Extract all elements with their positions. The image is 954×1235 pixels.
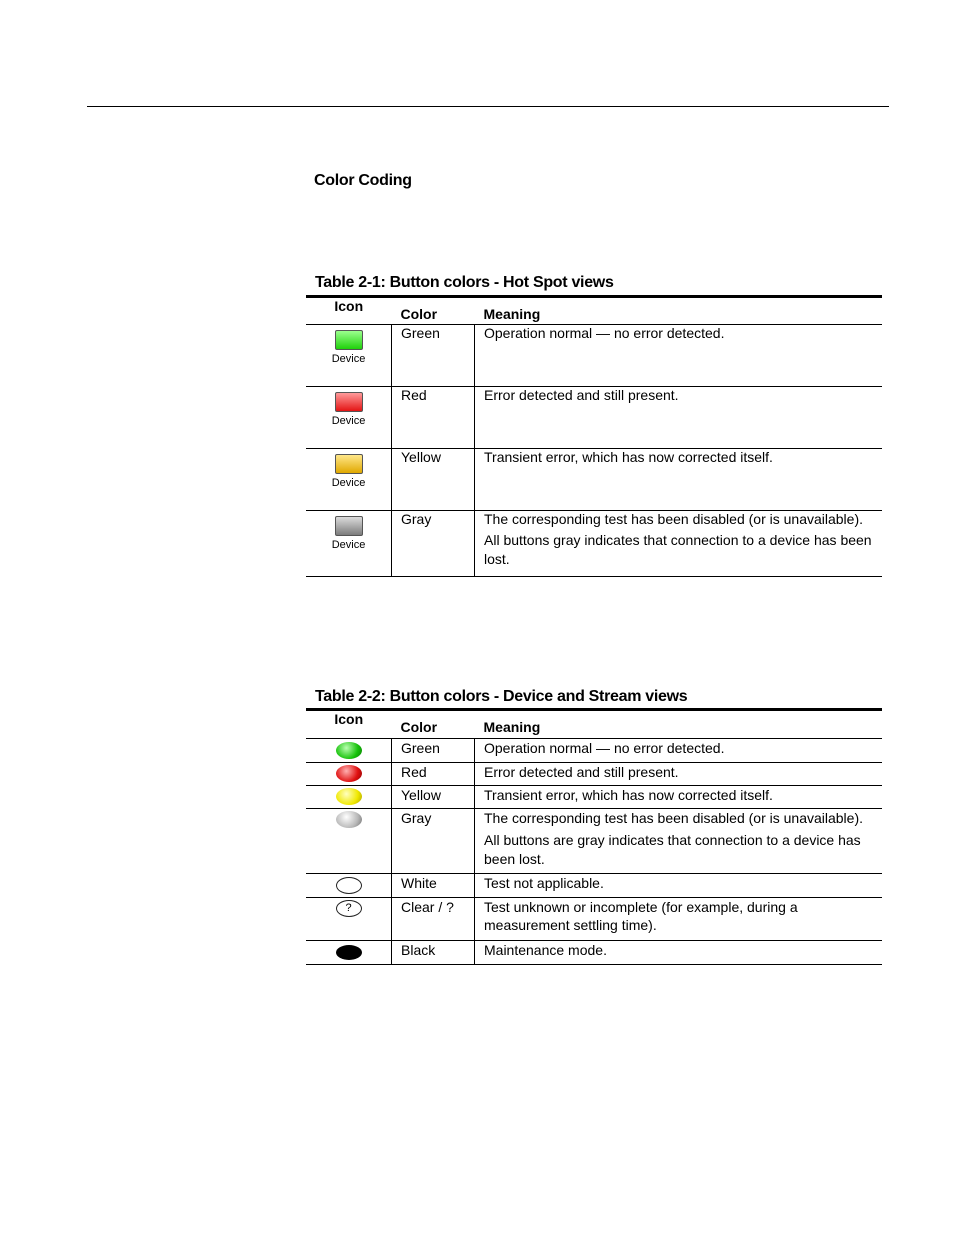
icon-cell: [306, 874, 392, 898]
icon-cell: [306, 739, 392, 763]
icon-cell: [306, 449, 392, 511]
table-1-caption: Table 2-1: Button colors - Hot Spot views: [315, 274, 614, 291]
meaning-column-header: Meaning: [475, 710, 883, 739]
icon-cell: [306, 941, 392, 965]
color-cell: Yellow: [392, 786, 475, 809]
section-heading: Color Coding: [314, 172, 412, 189]
table-row: [306, 387, 882, 449]
device-button-label: Device: [331, 477, 366, 489]
red-device-button-icon: [332, 392, 366, 427]
device-button-label: Device: [331, 539, 366, 551]
meaning-cell: Maintenance mode.: [475, 941, 883, 965]
white-oval-icon: [336, 877, 362, 894]
icon-cell: [306, 325, 392, 387]
color-cell: White: [392, 874, 475, 898]
color-column-header: Color: [392, 710, 475, 739]
red-oval-icon: [336, 765, 362, 782]
color-cell: Red: [392, 763, 475, 786]
color-cell: Gray: [392, 809, 475, 874]
table-row: [306, 449, 882, 511]
header-rule: [87, 106, 889, 107]
table-header-row: [306, 297, 882, 325]
meaning-cell: Test not applicable.: [475, 874, 883, 898]
color-cell: Green: [392, 739, 475, 763]
black-oval-icon: [336, 945, 362, 960]
green-device-button-icon: [332, 330, 366, 365]
clear-question-oval-icon: ?: [336, 900, 362, 917]
table-2-caption: Table 2-2: Button colors - Device and Stream views: [315, 688, 688, 705]
meaning-cell: Operation normal — no error detected.: [475, 739, 883, 763]
meaning-text: The corresponding test has been disabled (or is unavailable).: [484, 810, 864, 826]
gray-device-button-icon: [332, 516, 366, 551]
color-cell: Black: [392, 941, 475, 965]
icon-cell: [306, 387, 392, 449]
color-cell: Gray: [392, 511, 475, 577]
meaning-note: All buttons are gray indicates that connection to a device has been lost.: [484, 832, 861, 867]
icon-cell: [306, 809, 392, 874]
table-row: [306, 941, 882, 965]
table-row: [306, 874, 882, 898]
table-row: [306, 325, 882, 387]
device-stream-button-colors-table: [306, 708, 882, 965]
icon-cell: [306, 763, 392, 786]
meaning-cell: Transient error, which has now corrected itself.: [475, 786, 883, 809]
icon-cell: [306, 511, 392, 577]
table-row: [306, 898, 882, 941]
table-row: [306, 739, 882, 763]
gray-oval-icon: [336, 811, 362, 828]
meaning-text: The corresponding test has been disabled (or is unavailable).: [484, 511, 864, 527]
meaning-note: All buttons gray indicates that connection to a device has been lost.: [484, 532, 872, 567]
table-row: [306, 786, 882, 809]
meaning-cell: Error detected and still present.: [475, 387, 883, 449]
device-button-label: Device: [331, 353, 366, 365]
meaning-cell: Test unknown or incomplete (for example, during a measurement settling time).: [475, 898, 883, 941]
icon-cell: [306, 898, 392, 941]
hot-spot-button-colors-table: [306, 295, 882, 577]
table-row: [306, 809, 882, 874]
color-cell: Red: [392, 387, 475, 449]
icon-column-header: Icon: [306, 297, 392, 325]
color-cell: Green: [392, 325, 475, 387]
icon-column-header: Icon: [306, 710, 392, 739]
device-button-label: Device: [331, 415, 366, 427]
meaning-cell: Transient error, which has now corrected itself.: [475, 449, 883, 511]
meaning-cell: [475, 511, 883, 577]
meaning-cell: [475, 809, 883, 874]
table-row: [306, 511, 882, 577]
green-oval-icon: [336, 742, 362, 759]
yellow-device-button-icon: [332, 454, 366, 489]
color-cell: Yellow: [392, 449, 475, 511]
table-header-row: [306, 710, 882, 739]
meaning-column-header: Meaning: [475, 297, 883, 325]
yellow-oval-icon: [336, 788, 362, 805]
meaning-cell: Operation normal — no error detected.: [475, 325, 883, 387]
table-row: [306, 763, 882, 786]
color-column-header: Color: [392, 297, 475, 325]
color-cell: Clear / ?: [392, 898, 475, 941]
meaning-cell: Error detected and still present.: [475, 763, 883, 786]
icon-cell: [306, 786, 392, 809]
